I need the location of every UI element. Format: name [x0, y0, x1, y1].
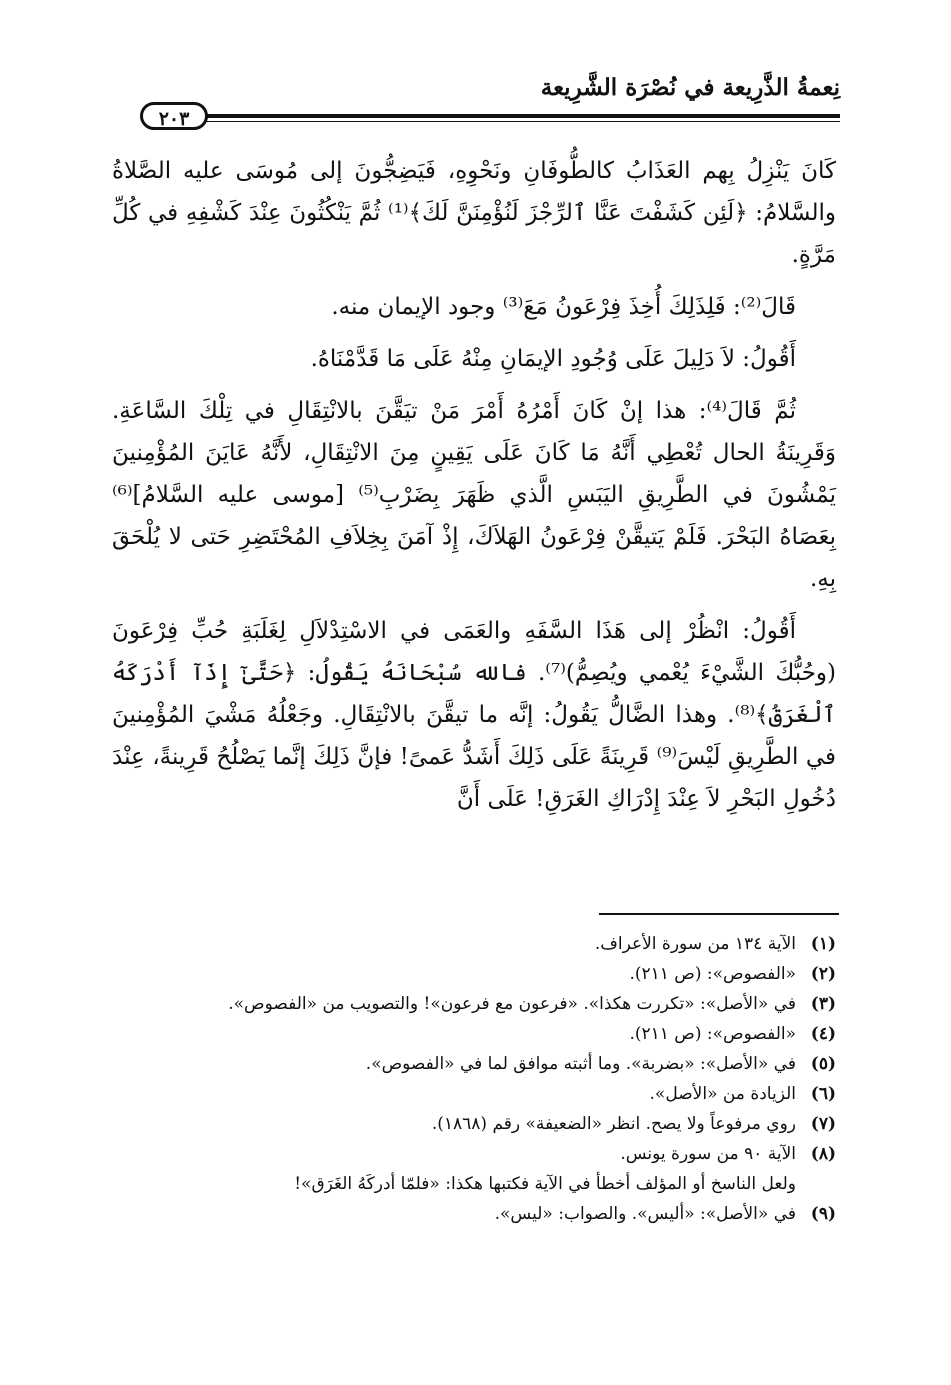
footnote-number: (٣) — [810, 994, 836, 1014]
footnote-separator — [599, 913, 839, 915]
footnote-number: (١) — [810, 934, 836, 954]
footnote-continuation: ولعل الناسخ أو المؤلف أخطأ في الآية فكتبها هكذا: «فلمّا أدركَهُ الغَرَق»! — [294, 1174, 796, 1194]
footnote-text: في «الأصل»: «أليس». والصواب: «ليس». — [494, 1204, 796, 1224]
footnotes — [112, 930, 836, 1230]
footnote-text: الآية ٩٠ من سورة يونس. — [620, 1144, 796, 1164]
footnote-number: (٨) — [810, 1144, 836, 1164]
footnote-text: في «الأصل»: «تكررت هكذا». «فرعون مع فرعون»! والتصويب من «الفصوص». — [228, 994, 796, 1014]
footnote — [112, 1110, 836, 1138]
paragraph-2: قَالَ⁽²⁾: فَلِذَلِكَ أُخِذَ فِرْعَونُ مَعَ⁽³⁾ وجود الإيمان منه. — [331, 294, 796, 320]
footnote-number: (٤) — [810, 1024, 836, 1044]
paragraph-5: أَقُولُ: انْظُرْ إلى هَذَا السَّفَهِ والعَمَى في الاسْتِدْلاَلِ لِغَلَبَةِ حُبِّ فِرْعَونَ (وحُبُّكَ الشَّيْءَ يُعْمي ويُصِمُّ)⁽⁷⁾. فالله سُبْحَانَهُ يَقُولُ: ﴿حَتَّىٰٓ إِذَآ أَدْرَكَهُ ٱلْغَرَقُ﴾⁽⁸⁾. وهذا الضَّالُّ يَقُولُ: إنَّه ما تيقَّنَ بالانْتِقَالِ. وجَعْلُهُ مَشْيَ المُؤْمِنينَ في الطَّرِيقِ لَيْسَ⁽⁹⁾ قَرِينَةً عَلَى ذَلِكَ أَشَدُّ عَمىً! فإنَّ ذَلِكَ إنَّما يَصْلُحُ قَرِينةً، عِنْدَ دُخُولِ البَحْرِ لاَ عِنْدَ إِدْرَاكِ الغَرَقِ! عَلَى أَنَّ — [112, 618, 837, 812]
footnote-text: الآية ١٣٤ من سورة الأعراف. — [594, 934, 796, 954]
page-header — [140, 74, 840, 134]
footnote-text: الزيادة من «الأصل». — [649, 1084, 796, 1104]
footnote-number: (٥) — [810, 1054, 836, 1074]
paragraph-3: أَقُولُ: لاَ دَلِيلَ عَلَى وُجُودِ الإيمَانِ مِنْهُ عَلَى مَا قَدَّمْنَاهُ. — [310, 346, 796, 372]
footnote — [112, 1140, 836, 1168]
main-text — [112, 150, 836, 830]
footnote-text: روي مرفوعاً ولا يصح. انظر «الضعيفة» رقم (١٨٦٨). — [431, 1114, 796, 1134]
header-rule-thick — [200, 114, 840, 118]
footnote-number: (٧) — [810, 1114, 836, 1134]
footnote-text: في «الأصل»: «بضربة». وما أثبته موافق لما في «الفصوص». — [365, 1054, 796, 1074]
header-rule-thin — [200, 121, 840, 122]
running-title: نِعمةُ الذَّرِيعة في نُصْرَة الشَّرِيعة — [540, 74, 840, 101]
paragraph-1: كَانَ يَنْزِلُ بِهم العَذَابُ كالطُّوفَانِ ونَحْوِهِ، فَيَضِجُّونَ إلى مُوسَى عليه الصَّلاةُ والسَّلامُ: ﴿لَئِن كَشَفْتَ عَنَّا ٱلرِّجْزَ لَنُؤْمِنَنَّ لَكَ﴾⁽¹⁾ ثُمَّ يَنْكُثُونَ عِنْدَ كَشْفِهِ في كُلِّ مَرَّةٍ. — [112, 158, 837, 268]
footnote-number: (٦) — [810, 1084, 836, 1104]
footnote-number: (٩) — [810, 1204, 836, 1224]
footnote-text: «الفصوص»: (ص ٢١١). — [629, 964, 796, 984]
page-number: ٢٠٣ — [140, 102, 208, 130]
footnote-number: (٢) — [810, 964, 836, 984]
paragraph-4: ثُمَّ قَالَ⁽⁴⁾: هذا إنْ كَانَ أَمْرُهُ أَمْرَ مَنْ تيَقَّنَ بالانْتِقَالِ في تِلْكَ السَّاعَةِ. وَقَرِينَةُ الحال تُعْطِي أَنَّهُ مَا كَانَ عَلَى يَقِينٍ مِنَ الانْتِقَالِ، لأَنَّهُ عَايَنَ المُؤْمِنينَ يَمْشُونَ في الطَّرِيقِ اليَبَسِ الَّذي ظَهَرَ بِضَرْبِ⁽⁵⁾ [موسى عليه السَّلامُ]⁽⁶⁾ بِعَصَاهُ البَحْرَ. فَلَمْ يَتيقَّنْ فِرْعَونُ الهَلاَكَ، إِذْ آمَنَ بِخِلاَفِ المُحْتَضِرِ حَتى لا يُلْحَقَ بِهِ. — [112, 398, 837, 592]
footnote — [112, 930, 836, 958]
footnote-text: «الفصوص»: (ص ٢١١). — [629, 1024, 796, 1044]
footnote — [112, 1050, 836, 1078]
footnote — [112, 1080, 836, 1108]
footnote — [112, 960, 836, 988]
footnote — [112, 1020, 836, 1048]
footnote — [112, 1200, 836, 1228]
footnote — [112, 990, 836, 1018]
